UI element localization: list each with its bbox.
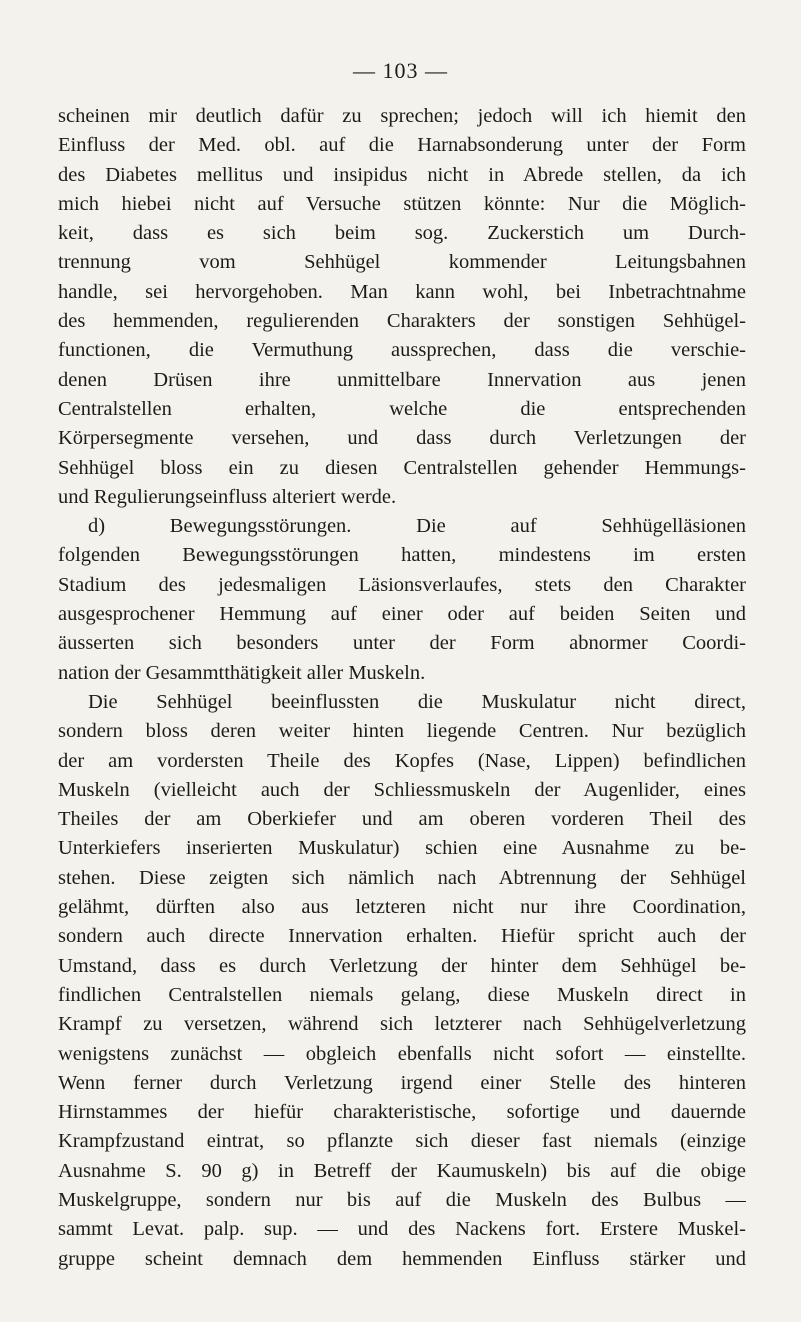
text-line: folgenden Bewegungsstörungen hatten, mindestens im ersten	[58, 544, 746, 567]
text-line: sondern auch directe Innervation erhalten. Hiefür spricht auch der	[58, 925, 746, 948]
text-line: gelähmt, dürften also aus letzteren nicht nur ihre Coordination,	[58, 896, 746, 919]
text-line: handle, sei hervorgehoben. Man kann wohl, bei Inbetrachtnahme	[58, 280, 746, 303]
text-line: und Regulierungseinfluss alteriert werde.	[58, 485, 397, 508]
body-text	[58, 102, 746, 1274]
text-line: Einfluss der Med. obl. auf die Harnabsonderung unter der Form	[58, 134, 746, 157]
text-line: stehen. Diese zeigten sich nämlich nach Abtrennung der Sehhügel	[58, 866, 746, 889]
text-line: trennung vom Sehhügel kommender Leitungsbahnen	[58, 251, 746, 274]
text-line: des Diabetes mellitus und insipidus nicht in Abrede stellen, da ich	[58, 163, 746, 186]
text-line: Muskeln (vielleicht auch der Schliessmuskeln der Augenlider, eines	[58, 778, 746, 801]
text-line: d) Bewegungsstörungen. Die auf Sehhügelläsionen	[88, 515, 746, 538]
text-line: denen Drüsen ihre unmittelbare Innervation aus jenen	[58, 368, 746, 391]
text-line: scheinen mir deutlich dafür zu sprechen; jedoch will ich hiemit den	[58, 105, 746, 127]
text-line: findlichen Centralstellen niemals gelang, diese Muskeln direct in	[58, 983, 746, 1006]
text-line: Muskelgruppe, sondern nur bis auf die Muskeln des Bulbus —	[58, 1188, 746, 1211]
text-line: Körpersegmente versehen, und dass durch Verletzungen der	[58, 427, 746, 450]
text-line: Sehhügel bloss ein zu diesen Centralstellen gehender Hemmungs-	[58, 456, 746, 479]
text-line: Krampf zu versetzen, während sich letzterer nach Sehhügelverletzung	[58, 1013, 746, 1036]
text-line: functionen, die Vermuthung aussprechen, dass die verschie-	[58, 339, 746, 362]
text-line: Ausnahme S. 90 g) in Betreff der Kaumuskeln) bis auf die obige	[58, 1159, 746, 1182]
text-line: gruppe scheint demnach dem hemmenden Einfluss stärker und	[58, 1247, 746, 1270]
text-line: ausgesprochener Hemmung auf einer oder auf beiden Seiten und	[58, 603, 746, 626]
text-line: Unterkiefers inserierten Muskulatur) schien eine Ausnahme zu be-	[58, 837, 746, 860]
text-line: nation der Gesammtthätigkeit aller Muskeln.	[58, 661, 426, 684]
text-line: mich hiebei nicht auf Versuche stützen könnte: Nur die Möglich-	[58, 192, 746, 215]
text-line: Umstand, dass es durch Verletzung der hinter dem Sehhügel be-	[58, 954, 746, 977]
text-line: Stadium des jedesmaligen Läsionsverlaufes, stets den Charakter	[58, 573, 746, 596]
text-line: Hirnstammes der hiefür charakteristische, sofortige und dauernde	[58, 1101, 746, 1124]
text-line: Theiles der am Oberkiefer und am oberen vorderen Theil des	[58, 808, 746, 831]
text-line: keit, dass es sich beim sog. Zuckerstich um Durch-	[58, 222, 746, 245]
text-line: des hemmenden, regulierenden Charakters der sonstigen Sehhügel-	[58, 310, 746, 333]
text-line: Wenn ferner durch Verletzung irgend einer Stelle des hinteren	[58, 1071, 746, 1094]
text-line: sondern bloss deren weiter hinten liegende Centren. Nur bezüglich	[58, 720, 746, 743]
text-line: der am vordersten Theile des Kopfes (Nase, Lippen) befindlichen	[58, 749, 746, 772]
text-line: äusserten sich besonders unter der Form abnormer Coordi-	[58, 632, 746, 655]
text-line: Centralstellen erhalten, welche die entsprechenden	[58, 397, 746, 420]
text-line: wenigstens zunächst — obgleich ebenfalls nicht sofort — einstellte.	[58, 1042, 746, 1065]
text-line: sammt Levat. palp. sup. — und des Nackens fort. Erstere Muskel-	[58, 1218, 746, 1241]
text-line: Krampfzustand eintrat, so pflanzte sich dieser fast niemals (einzige	[58, 1130, 746, 1153]
text-line: Die Sehhügel beeinflussten die Muskulatur nicht direct,	[88, 690, 746, 713]
page-number: — 103 —	[353, 58, 448, 83]
